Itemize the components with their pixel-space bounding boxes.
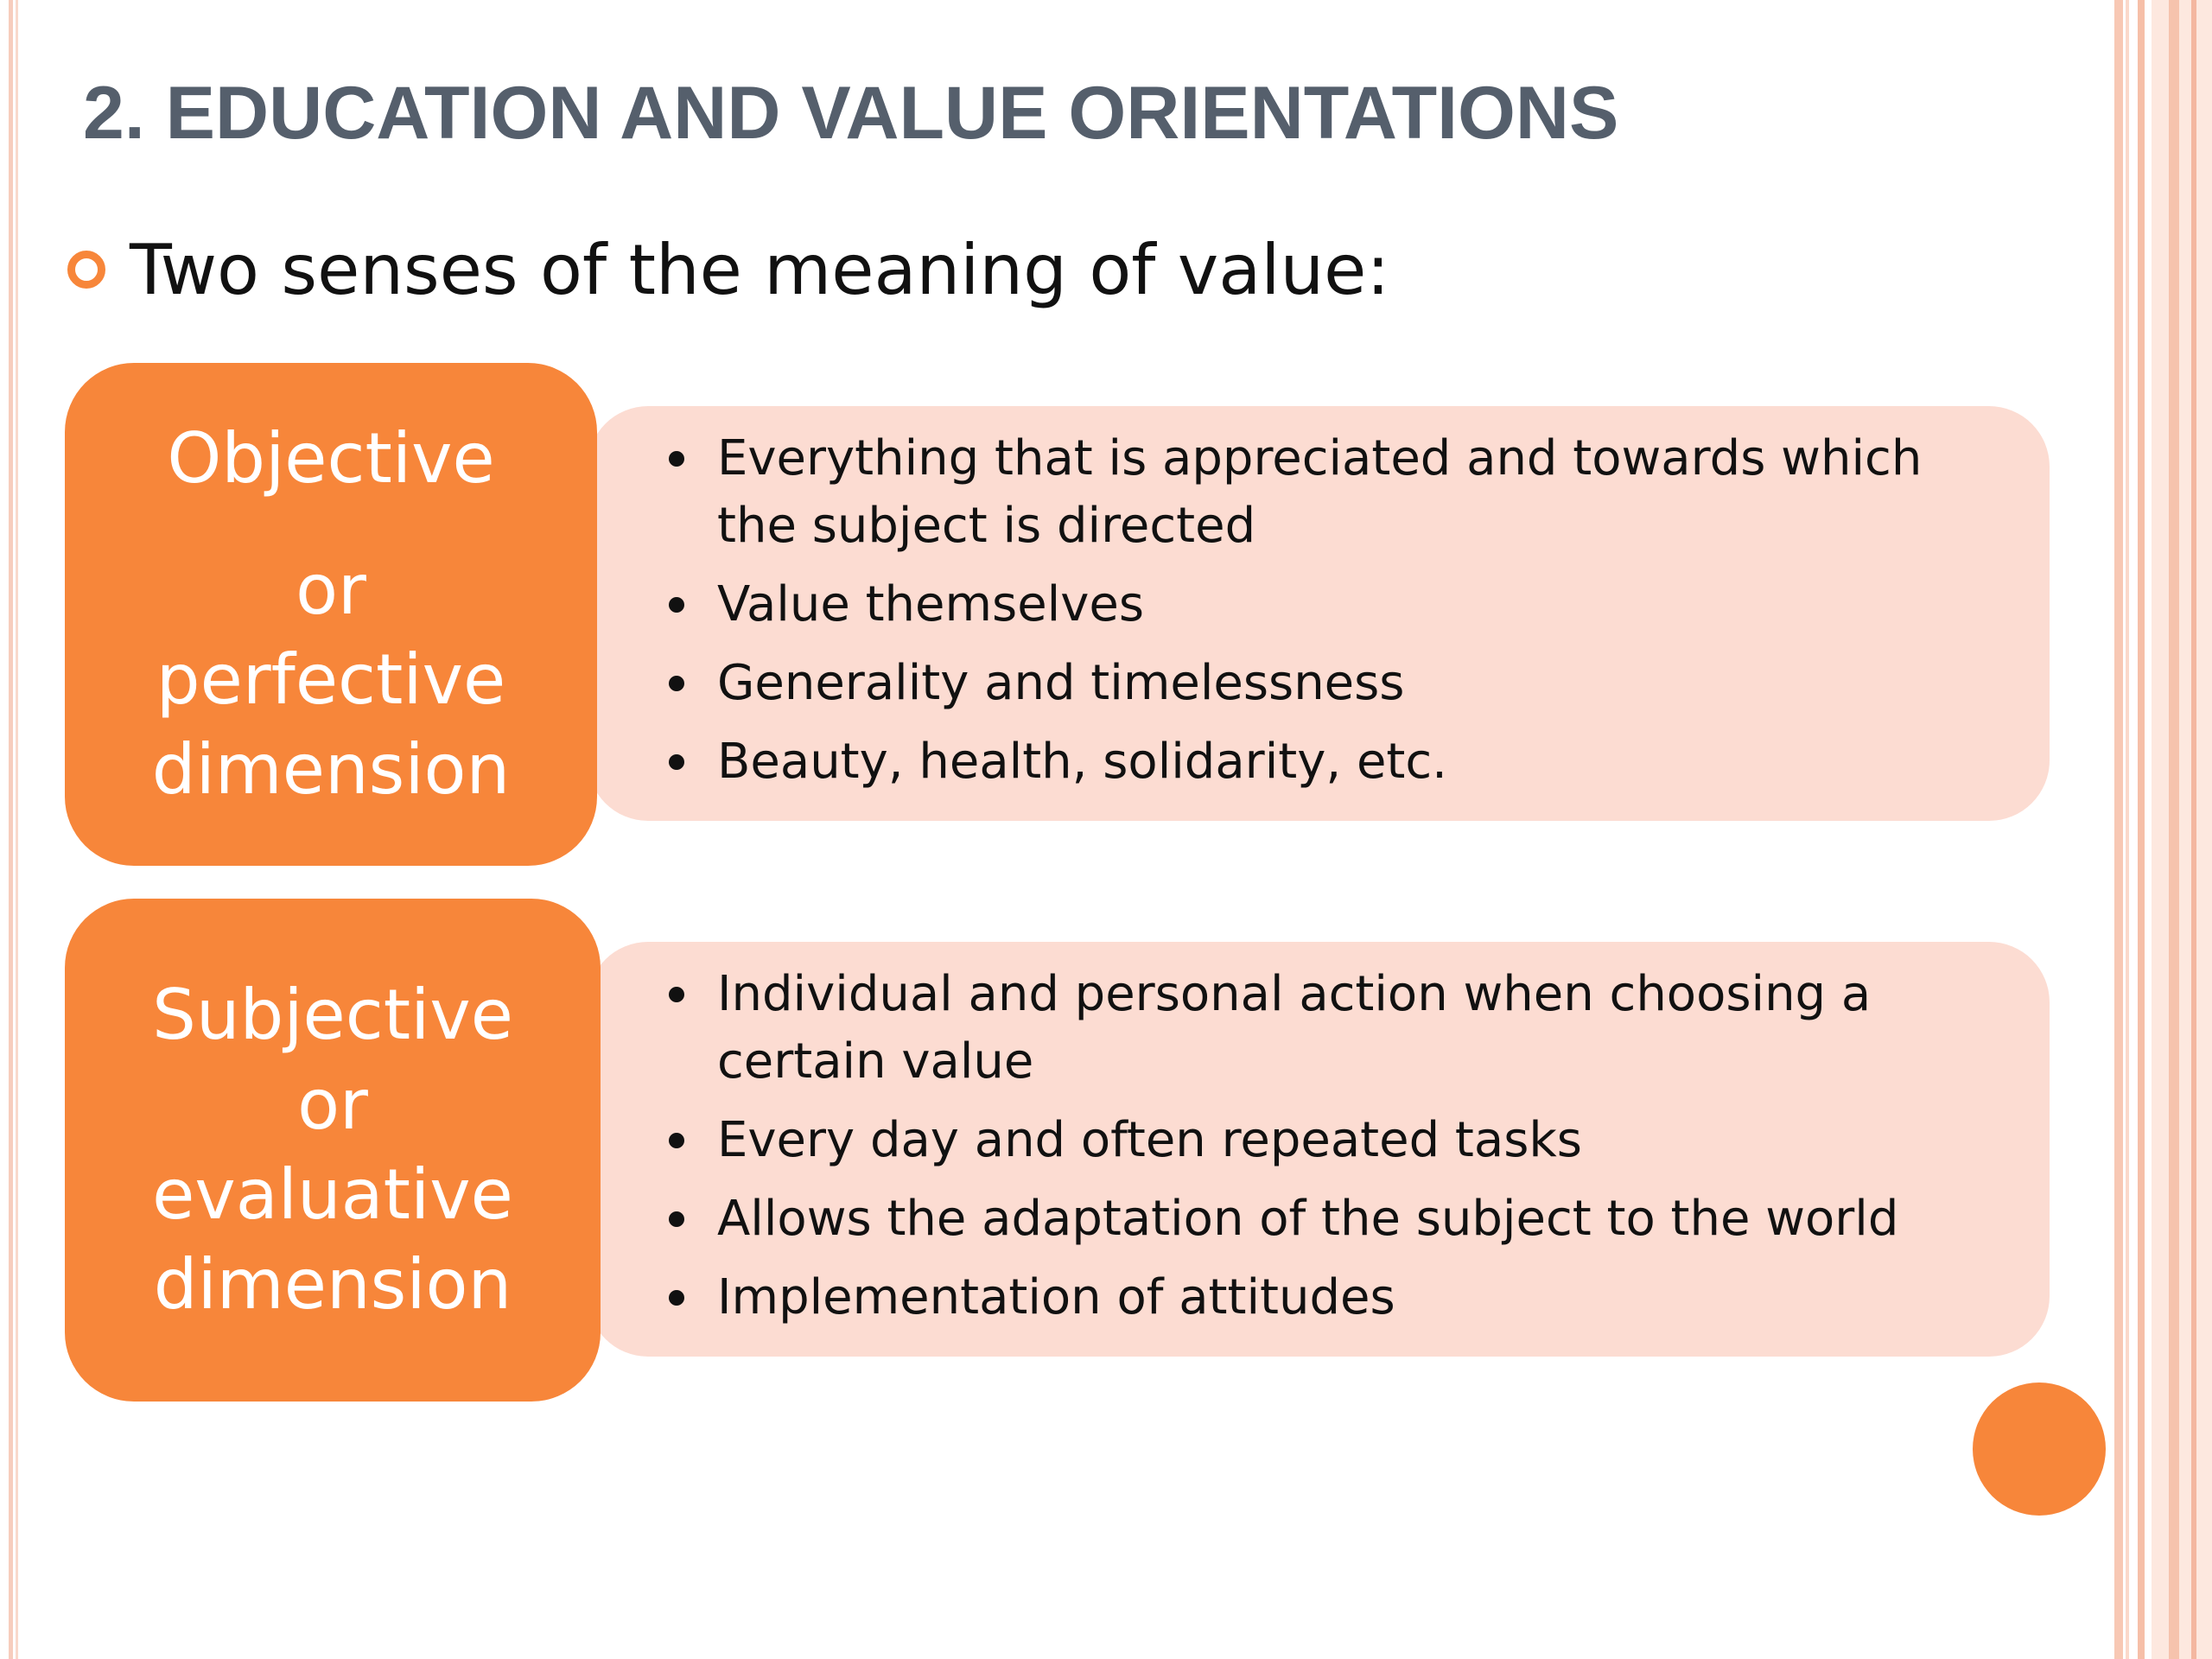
bullet-dot-icon: [669, 676, 684, 691]
bullet-dot-icon: [669, 1133, 684, 1148]
label-line: or: [297, 1065, 368, 1145]
right-border-stripe: [2114, 0, 2123, 1659]
label-line: dimension: [151, 729, 511, 810]
objective-label-box: [65, 363, 597, 866]
left-border-line: [16, 0, 18, 1659]
list-item: [664, 1107, 2012, 1174]
list-item-text: Generality and timelessness: [717, 655, 1405, 711]
bullet-dot-icon: [669, 451, 684, 467]
label-line: Subjective: [152, 975, 513, 1055]
bullet-dot-icon: [669, 987, 684, 1002]
right-border-stripe: [2138, 0, 2145, 1659]
label-line: or: [296, 550, 366, 630]
list-item-text: Every day and often repeated tasks: [717, 1112, 1582, 1168]
label-line: perfective: [156, 639, 506, 720]
list-item: [664, 1264, 2012, 1332]
subtitle-row: [67, 226, 1389, 313]
bullet-dot-icon: [669, 754, 684, 770]
list-item: [664, 571, 2012, 639]
bullet-dot-icon: [669, 597, 684, 613]
right-border-stripe: [2191, 0, 2196, 1659]
subtitle: Two senses of the meaning of value:: [130, 229, 1390, 310]
left-border-line: [9, 0, 13, 1659]
list-item: [664, 650, 2012, 717]
list-item: [664, 728, 2012, 796]
list-item-text: Implementation of attitudes: [717, 1269, 1395, 1325]
list-item: [664, 425, 2012, 560]
subjective-bullet-list: [664, 961, 2012, 1343]
list-item-text: Value themselves: [717, 576, 1144, 632]
bullet-dot-icon: [669, 1211, 684, 1227]
list-item: [664, 961, 2012, 1096]
label-line: evaluative: [152, 1154, 513, 1235]
right-border-band: [2152, 0, 2212, 1659]
list-item-text: Allows the adaptation of the subject to the world: [717, 1191, 1899, 1247]
slide-title: 2. EDUCATION AND VALUE ORIENTATIONS: [83, 72, 1619, 155]
right-border-stripe: [2126, 0, 2129, 1659]
ring-bullet-icon: [67, 251, 105, 289]
list-item-text: Individual and personal action when choosing a certain value: [717, 966, 1872, 1090]
label-line: Objective: [167, 418, 495, 499]
objective-bullet-list: [664, 425, 2012, 807]
list-item-text: Beauty, health, solidarity, etc.: [717, 734, 1447, 790]
subjective-label-box: [65, 899, 601, 1402]
right-border-stripe: [2169, 0, 2179, 1659]
list-item: [664, 1185, 2012, 1253]
list-item-text: Everything that is appreciated and towards which the subject is directed: [717, 430, 1923, 554]
label-line: dimension: [153, 1244, 512, 1325]
bullet-dot-icon: [669, 1290, 684, 1306]
decorative-orange-circle: [1973, 1382, 2106, 1516]
